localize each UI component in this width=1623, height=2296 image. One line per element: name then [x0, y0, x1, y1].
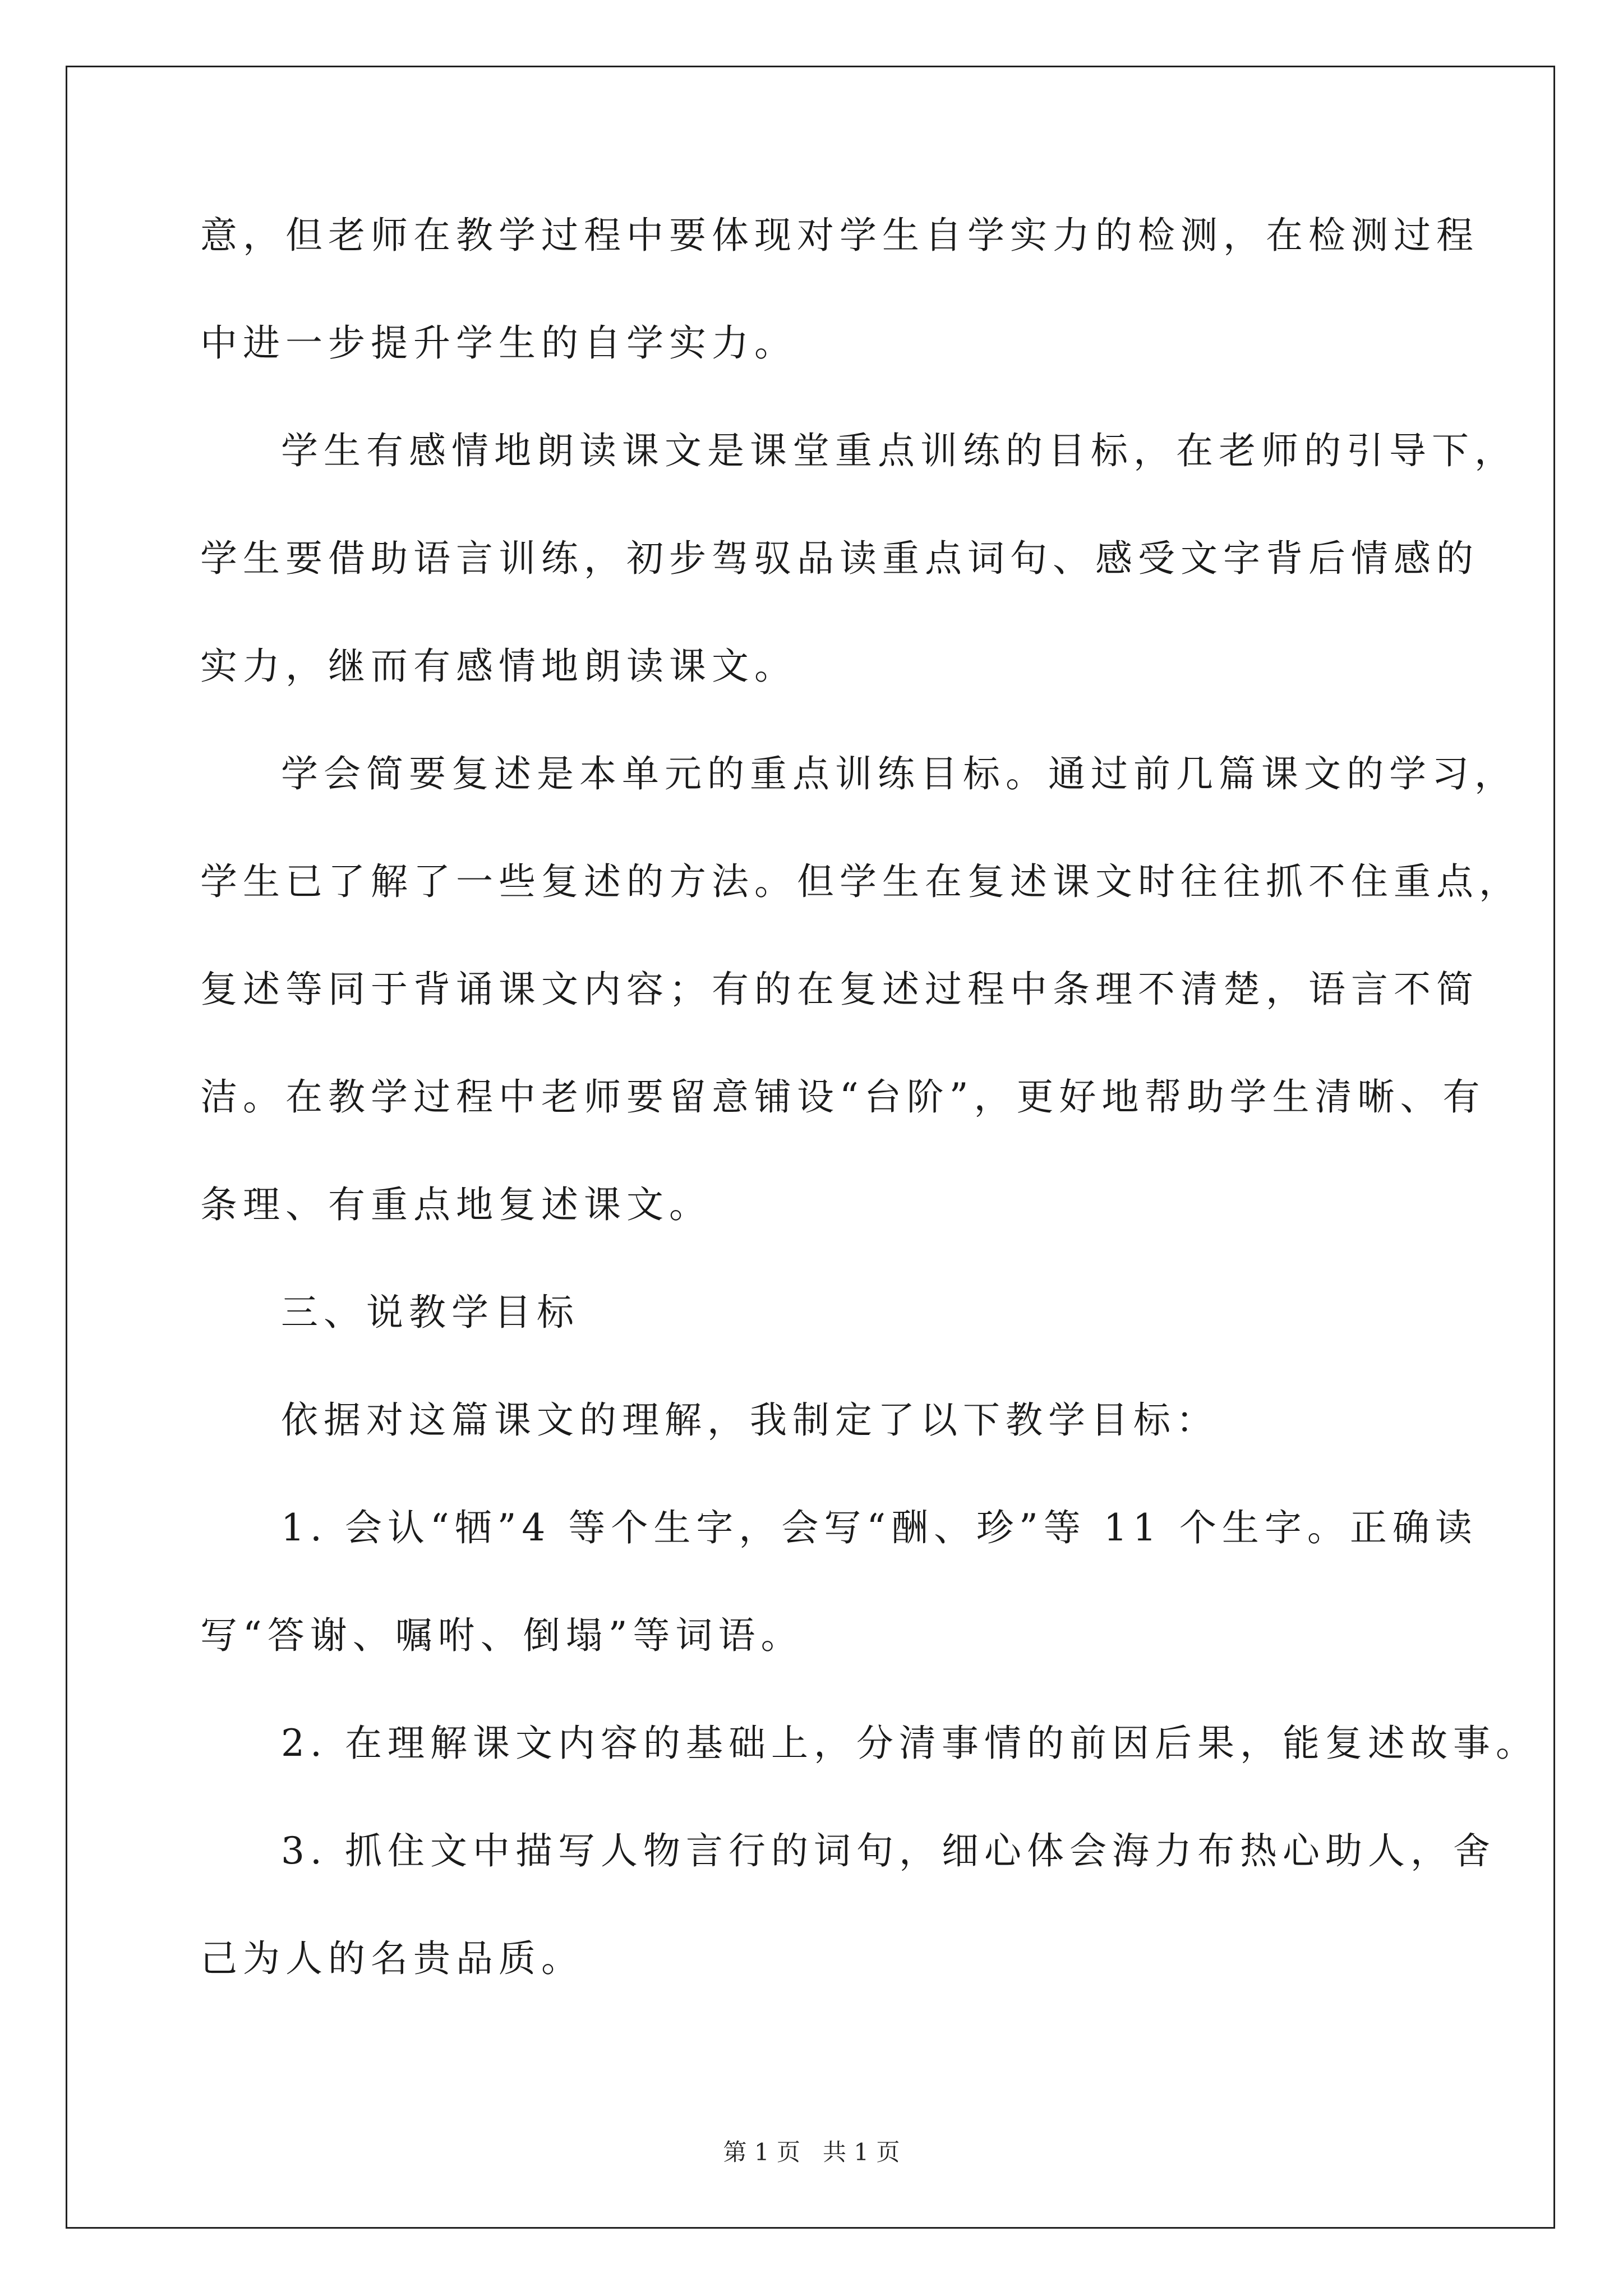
- text-line: 复述等同于背诵课文内容；有的在复述过程中条理不清楚，语言不简: [200, 968, 1479, 1011]
- text-line: 学生要借助语言训练，初步驾驭品读重点词句、感受文字背后情感的: [200, 537, 1479, 580]
- page-border: [66, 66, 1555, 2229]
- text-line: 意，但老师在教学过程中要体现对学生自学实力的检测，在检测过程: [200, 214, 1479, 257]
- list-item-3-line: 3. 抓住文中描写人物言行的词句，细心体会海力布热心助人，舍: [281, 1829, 1496, 1872]
- text-line: 写“答谢、嘱咐、倒塌”等词语。: [200, 1614, 804, 1657]
- text-line: 中进一步提升学生的自学实力。: [200, 321, 797, 365]
- text-line: 洁。在教学过程中老师要留意铺设“台阶”，更好地帮助学生清晰、有: [200, 1075, 1486, 1119]
- text-line: 实力，继而有感情地朗读课文。: [200, 645, 797, 688]
- paragraph-start-line: 学会简要复述是本单元的重点训练目标。通过前几篇课文的学习，: [281, 752, 1517, 795]
- text-line: 条理、有重点地复述课文。: [200, 1183, 712, 1226]
- paragraph-start-line: 依据对这篇课文的理解，我制定了以下教学目标：: [281, 1398, 1219, 1442]
- section-heading: 三、说教学目标: [281, 1291, 579, 1334]
- page-number-footer: 第 1 页 共 1 页: [723, 2138, 900, 2166]
- text-line: 学生已了解了一些复述的方法。但学生在复述课文时往往抓不住重点，: [200, 860, 1521, 903]
- text-line: 己为人的名贵品质。: [200, 1937, 584, 1980]
- paragraph-start-line: 学生有感情地朗读课文是课堂重点训练的目标，在老师的引导下，: [281, 429, 1517, 472]
- list-item-1-line: 1. 会认“牺”4 等个生字，会写“酬、珍”等 11 个生字。正确读: [281, 1506, 1478, 1549]
- list-item-2-line: 2. 在理解课文内容的基础上，分清事情的前因后果，能复述故事。: [281, 1722, 1538, 1765]
